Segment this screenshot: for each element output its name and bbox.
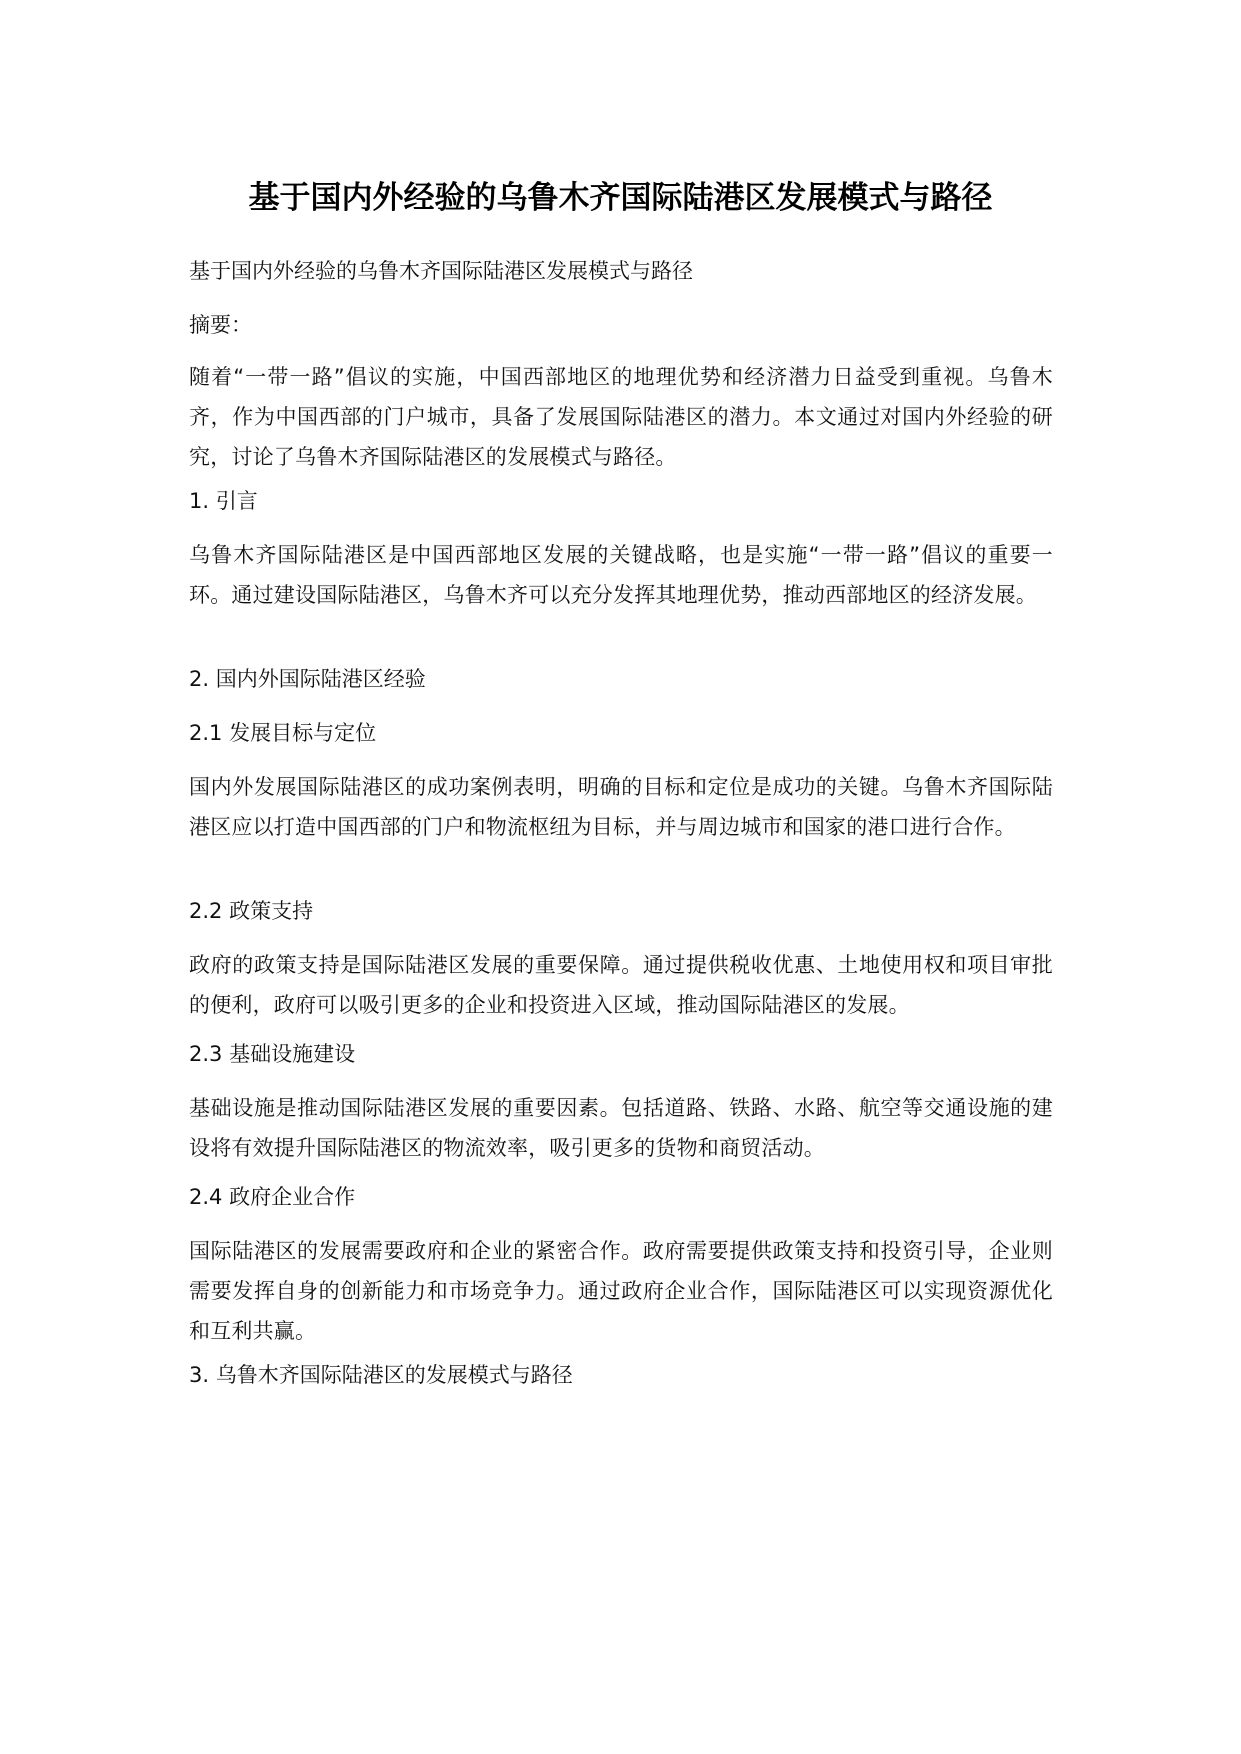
section-paragraph-2-3: 基础设施是推动国际陆港区发展的重要因素。包括道路、铁路、水路、航空等交通设施的建设将有效提升国际陆港区的物流效率，吸引更多的货物和商贸活动。: [189, 1096, 1053, 1160]
section-heading-3: 3. 乌鲁木齐国际陆港区的发展模式与路径: [189, 1363, 573, 1387]
section-paragraph-2-4: 国际陆港区的发展需要政府和企业的紧密合作。政府需要提供政策支持和投资引导，企业则需要发挥自身的创新能力和市场竞争力。通过政府企业合作，国际陆港区可以实现资源优化和互利共赢。: [189, 1239, 1053, 1343]
section-heading-2-3: 2.3 基础设施建设: [189, 1042, 356, 1066]
abstract-paragraph: 随着“一带一路”倡议的实施，中国西部地区的地理优势和经济潜力日益受到重视。乌鲁木齐，作为中国西部的门户城市，具备了发展国际陆港区的潜力。本文通过对国内外经验的研究，讨论了乌鲁木齐国际陆港区的发展模式与路径。: [189, 365, 1053, 469]
section-paragraph-2-1: 国内外发展国际陆港区的成功案例表明，明确的目标和定位是成功的关键。乌鲁木齐国际陆港区应以打造中国西部的门户和物流枢纽为目标，并与周边城市和国家的港口进行合作。: [189, 775, 1053, 839]
section-paragraph-1: 乌鲁木齐国际陆港区是中国西部地区发展的关键战略，也是实施“一带一路”倡议的重要一环。通过建设国际陆港区，乌鲁木齐可以充分发挥其地理优势，推动西部地区的经济发展。: [189, 543, 1053, 607]
section-heading-2-4: 2.4 政府企业合作: [189, 1185, 356, 1209]
document-title: 基于国内外经验的乌鲁木齐国际陆港区发展模式与路径: [248, 180, 993, 216]
section-heading-2-2: 2.2 政策支持: [189, 899, 314, 923]
document-subtitle: 基于国内外经验的乌鲁木齐国际陆港区发展模式与路径: [189, 259, 693, 283]
section-heading-1: 1. 引言: [189, 489, 258, 513]
section-heading-2-1: 2.1 发展目标与定位: [189, 721, 377, 745]
section-heading-2: 2. 国内外国际陆港区经验: [189, 667, 426, 691]
section-paragraph-2-2: 政府的政策支持是国际陆港区发展的重要保障。通过提供税收优惠、土地使用权和项目审批的便利，政府可以吸引更多的企业和投资进入区域，推动国际陆港区的发展。: [189, 953, 1053, 1017]
abstract-label: 摘要：: [189, 313, 252, 337]
